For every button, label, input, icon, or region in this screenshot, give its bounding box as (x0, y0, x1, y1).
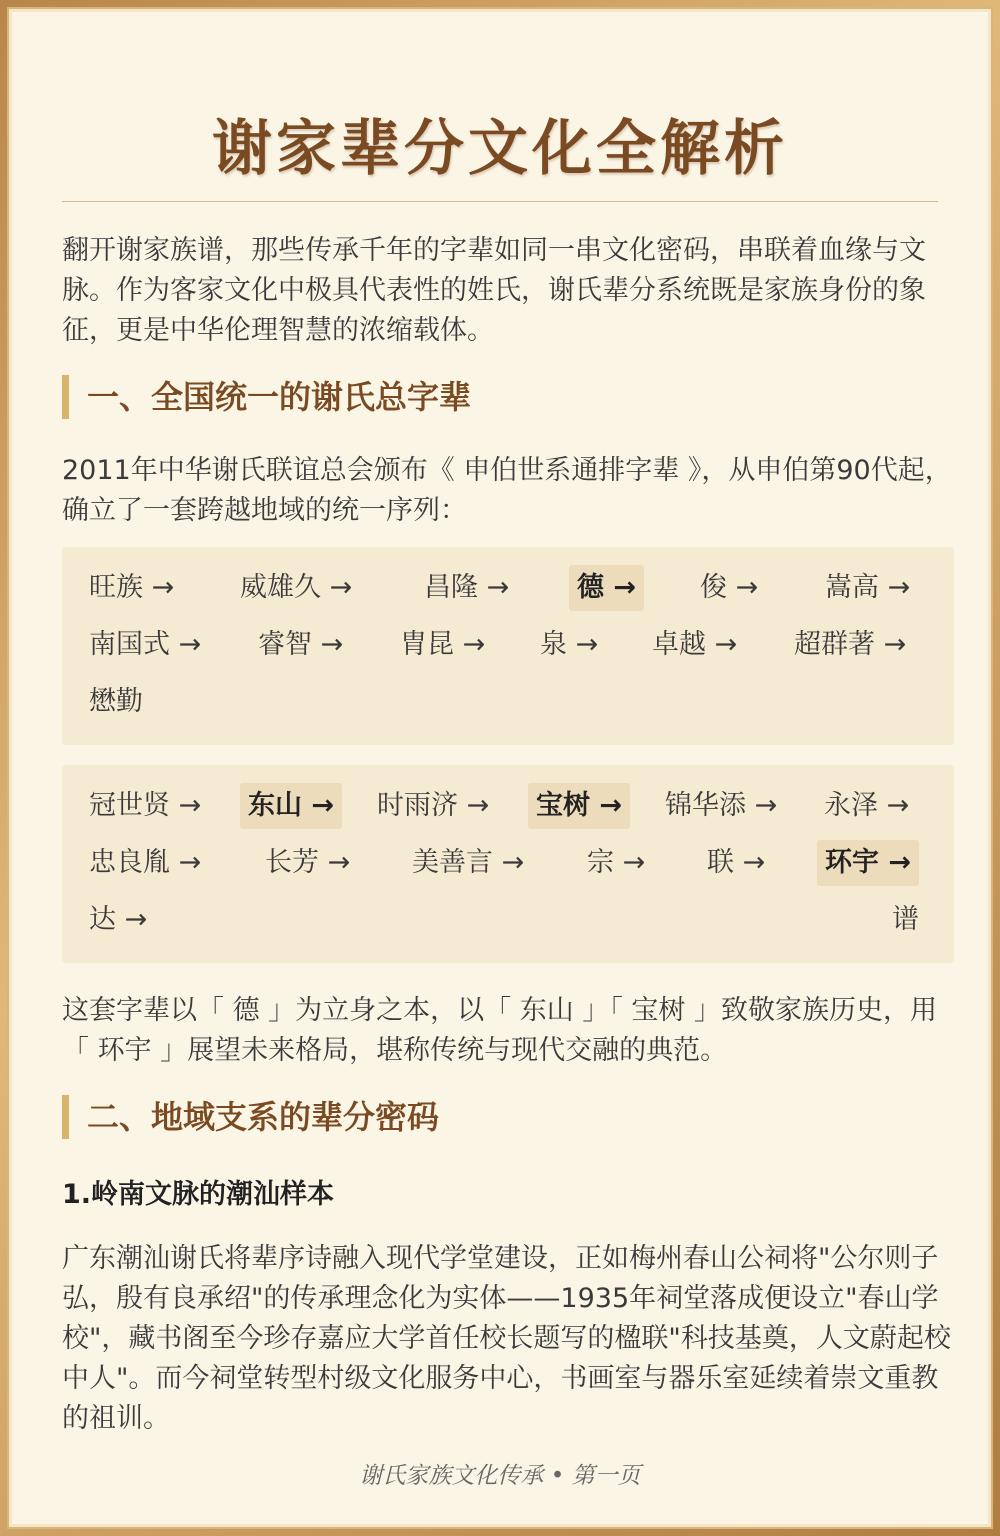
generation-item: 联 → (707, 847, 766, 878)
subsection-heading: 1.岭南文脉的潮汕样本 (62, 1179, 335, 1210)
generation-item: 谱 (892, 904, 919, 935)
generation-item: 忠良胤 → (89, 847, 202, 878)
section2-paragraph: 广东潮汕谢氏将辈序诗融入现代学堂建设，正如梅州春山公祠将"公尔则子弘，殷有良承绍"的传承理念化为实体——1935年祠堂落成便设立"春山学校"，藏书阁至今珍存嘉应大学首任校长题写的楹联"科技基奠，人文蔚起校中人"。而今祠堂转型村级文化服务中心，书画室与器乐室延续着崇文重教的祖训。 (62, 1243, 951, 1434)
generation-box-2 (62, 765, 954, 963)
generation-item: 长芳 → (265, 847, 351, 878)
generation-item: 卓越 → (652, 629, 738, 660)
document-page (7, 7, 993, 1529)
generation-item: 宗 → (587, 847, 646, 878)
generation-item: 泉 → (540, 629, 599, 660)
generation-item-highlight: 德 → (569, 565, 644, 611)
section1-paragraph: 2011年中华谢氏联谊总会颁布《 申伯世系通排字辈 》，从申伯第90代起，确立了一套跨越地域的统一序列： (62, 455, 952, 526)
generation-item: 嵩高 → (825, 572, 911, 603)
generation-item: 胄昆 → (400, 629, 486, 660)
generation-item: 昌隆 → (424, 572, 510, 603)
generation-item: 锦华添 → (665, 790, 778, 821)
generation-box-1 (62, 547, 954, 745)
generation-item-highlight: 宝树 → (528, 783, 630, 829)
generation-item-highlight: 环宇 → (817, 840, 919, 886)
generation-item: 睿智 → (258, 629, 344, 660)
generation-item: 俊 → (700, 572, 759, 603)
title-divider (62, 201, 938, 202)
generation-item-highlight: 东山 → (240, 783, 342, 829)
section-heading-1: 一、全国统一的谢氏总字辈 (62, 375, 952, 419)
generation-item: 永泽 → (824, 790, 910, 821)
generation-item: 懋勤 (89, 686, 143, 717)
generation-item: 超群著 → (794, 629, 907, 660)
intro-paragraph: 翻开谢家族谱，那些传承千年的字辈如同一串文化密码，串联着血缘与文脉。作为客家文化中极具代表性的姓氏，谢氏辈分系统既是家族身份的象征，更是中华伦理智慧的浓缩载体。 (62, 235, 926, 346)
generation-item: 冠世贤 → (89, 790, 202, 821)
generation-item: 时雨济 → (377, 790, 490, 821)
generation-item: 旺族 → (89, 572, 175, 603)
generation-item: 美善言 → (412, 847, 525, 878)
section1-closing-paragraph: 这套字辈以「 德 」为立身之本，以「 东山 」「 宝树 」致敬家族历史，用「 环宇 」展望未来格局，堪称传统与现代交融的典范。 (62, 995, 937, 1066)
generation-item: 南国式 → (89, 629, 202, 660)
generation-item: 达 → (89, 904, 148, 935)
section-heading-2: 二、地域支系的辈分密码 (62, 1095, 952, 1139)
generation-item: 威雄久 → (240, 572, 353, 603)
page-footer: 谢氏家族文化传承 • 第一页 (359, 1463, 641, 1489)
page-title: 谢家辈分文化全解析 (212, 114, 788, 184)
